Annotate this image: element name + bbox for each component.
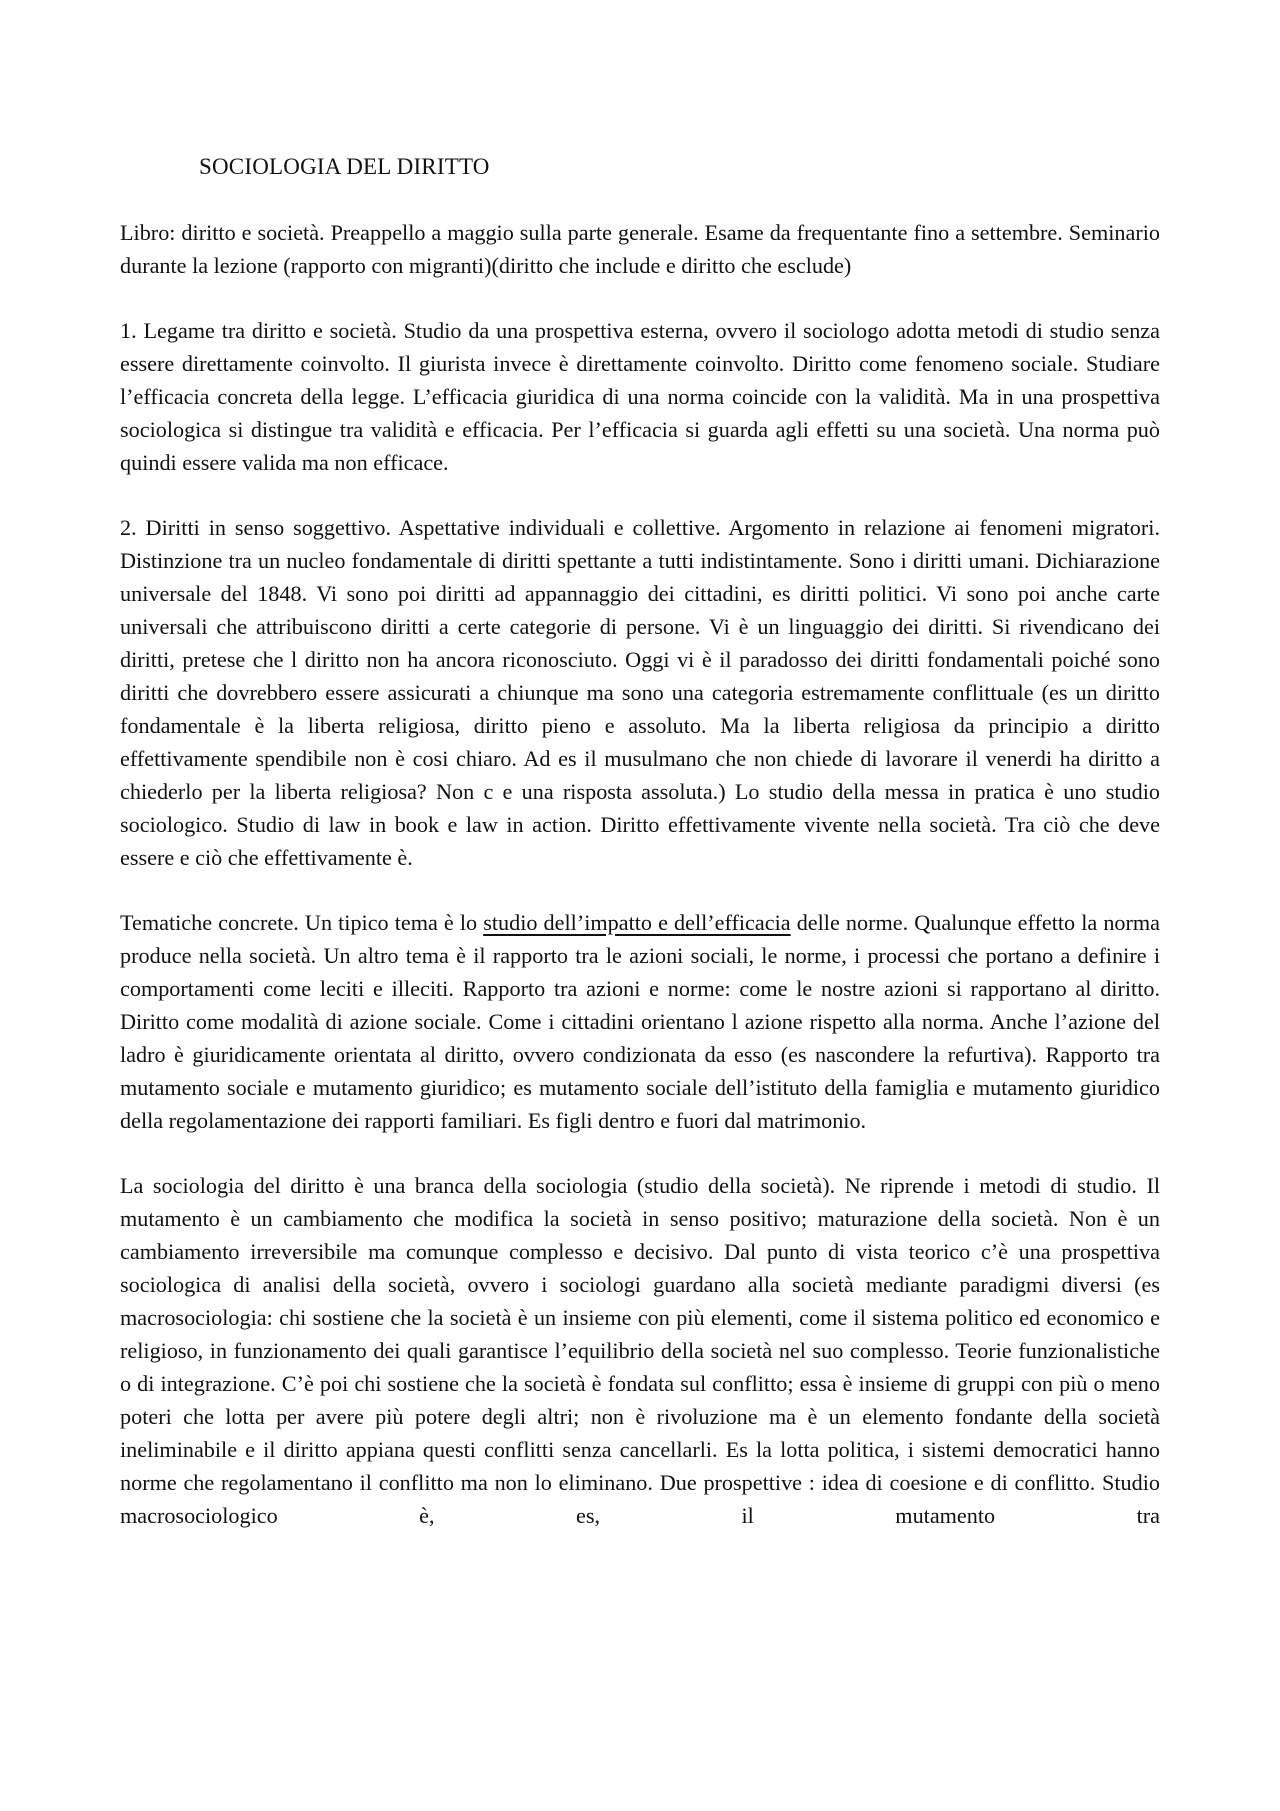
paragraph-2: 2. Diritti in senso soggettivo. Aspettative individuali e collettive. Argomento in relazione ai fenomeni migratori. Distinzione tra un nucleo fondamentale di diritti spettante a tutti indistintamente. Sono i diritti umani. Dichiarazione universale del 1848. Vi sono poi diritti ad appannaggio dei cittadini, es diritti politici. Vi sono poi anche carte universali che attribuiscono diritti a certe categorie di persone. Vi è un linguaggio dei diritti. Si rivendicano dei diritti, pretese che l diritto non ha ancora riconosciuto. Oggi vi è il paradosso dei diritti fondamentali poiché sono diritti che dovrebbero essere assicurati a chiunque ma sono una categoria estremamente conflittuale (es un diritto fondamentale è la liberta religiosa, diritto pieno e assoluto. Ma la liberta religiosa da principio a diritto effettivamente spendibile non è cosi chiaro. Ad es il musulmano che non chiede di lavorare il venerdi ha diritto a chiederlo per la liberta religiosa? Non c e una risposta assoluta.) Lo studio della messa in pratica è uno studio sociologico. Studio di law in book e law in action. Diritto effettivamente vivente nella società. Tra ciò che deve essere e ciò che effettivamente è. [120, 515, 1160, 870]
document-body [120, 216, 1160, 1564]
underlined-phrase: studio dell’impatto e dell’efficacia [483, 910, 791, 935]
paragraph-3 [120, 906, 1160, 1137]
document-title: SOCIOLOGIA DEL DIRITTO [199, 154, 490, 179]
paragraph-3-before: Tematiche concrete. Un tipico tema è lo [120, 910, 484, 935]
paragraph-4: La sociologia del diritto è una branca della sociologia (studio della società). Ne riprende i metodi di studio. Il mutamento è un cambiamento che modifica la società in senso positivo; maturazione della società. Non è un cambiamento irreversibile ma comunque complesso e decisivo. Dal punto di vista teorico c’è una prospettiva sociologica di analisi della società, ovvero i sociologi guardano alla società mediante paradigmi diversi (es macrosociologia: chi sostiene che la società è un insieme con più elementi, come il sistema politico ed economico e religioso, in funzionamento dei quali garantisce l’equilibrio della società nel suo complesso. Teorie funzionalistiche o di integrazione. C’è poi chi sostiene che la società è fondata sul conflitto; essa è insieme di gruppi con più o meno poteri che lotta per avere più potere degli altri; non è rivoluzione ma è un elemento fondante della società ineliminabile e il diritto appiana questi conflitti senza cancellarli. Es la lotta politica, i sistemi democratici hanno norme che regolamentano il conflitto ma non lo eliminano. Due prospettive : idea di coesione e di conflitto. Studio macrosociologico è, es, il mutamento tra [120, 1173, 1160, 1528]
paragraph-1: 1. Legame tra diritto e società. Studio da una prospettiva esterna, ovvero il sociologo adotta metodi di studio senza essere direttamente coinvolto. Il giurista invece è direttamente coinvolto. Diritto come fenomeno sociale. Studiare l’efficacia concreta della legge. L’efficacia giuridica di una norma coincide con la validità. Ma in una prospettiva sociologica si distingue tra validità e efficacia. Per l’efficacia si guarda agli effetti su una società. Una norma può quindi essere valida ma non efficace. [120, 318, 1160, 475]
paragraph-3-after: delle norme. Qualunque effetto la norma produce nella società. Un altro tema è il rapporto tra le azioni sociali, le norme, i processi che portano a definire i comportamenti come leciti e illeciti. Rapporto tra azioni e norme: come le nostre azioni si rapportano al diritto. Diritto come modalità di azione sociale. Come i cittadini orientano l azione rispetto alla norma. Anche l’azione del ladro è giuridicamente orientata al diritto, ovvero condizionata da esso (es nascondere la refurtiva). Rapporto tra mutamento sociale e mutamento giuridico; es mutamento sociale dell’istituto della famiglia e mutamento giuridico della regolamentazione dei rapporti familiari. Es figli dentro e fuori dal matrimonio. [120, 910, 1160, 1133]
paragraph-intro: Libro: diritto e società. Preappello a maggio sulla parte generale. Esame da frequentante fino a settembre. Seminario durante la lezione (rapporto con migranti)(diritto che include e diritto che esclude) [120, 220, 1160, 278]
